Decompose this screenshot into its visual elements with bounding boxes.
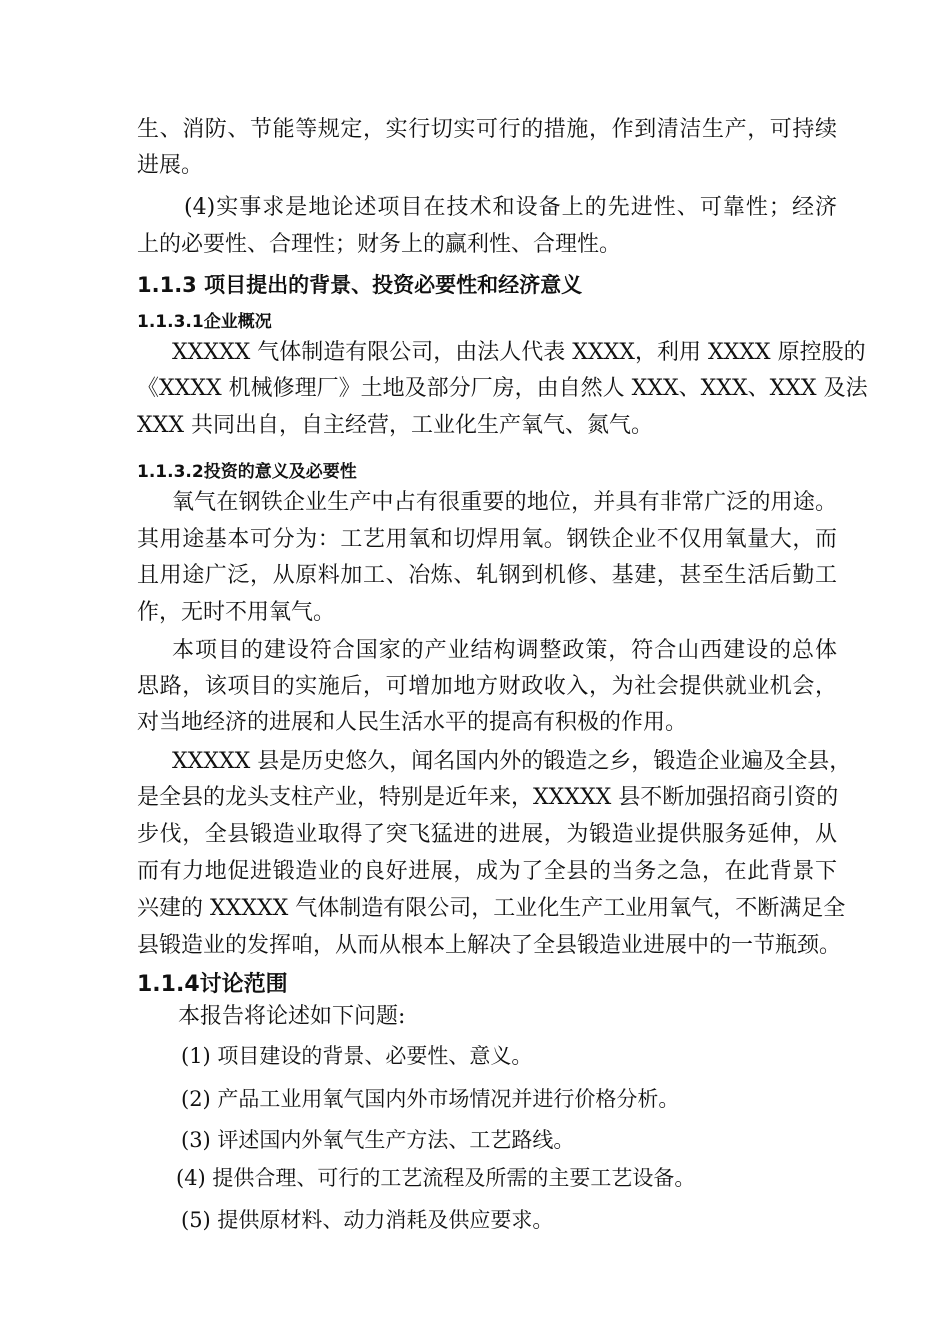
body-text-line: 而有力地促进锻造业的良好进展，成为了全县的当务之急，在此背景下: [137, 859, 837, 884]
body-text-line: 且用途广泛，从原料加工、冶炼、轧钢到机修、基建，甚至生活后勤工: [137, 563, 837, 588]
body-text-line: XXX 共同出自，自主经营，工业化生产氧气、氮气。: [137, 413, 653, 438]
section-heading-1-1-4: 1.1.4讨论范围: [137, 972, 288, 997]
body-text-line: 进展。: [137, 153, 204, 178]
list-item: (2) 产品工业用氧气国内外市场情况并进行价格分析。: [181, 1087, 680, 1111]
subsection-heading-1-1-3-2: 1.1.3.2投资的意义及必要性: [137, 462, 357, 482]
body-text-line: 对当地经济的进展和人民生活水平的提高有积极的作用。: [137, 710, 688, 735]
body-text-line: XXXXX 气体制造有限公司，由法人代表 XXXX，利用 XXXX 原控股的: [172, 340, 866, 365]
section-heading-1-1-3: 1.1.3 项目提出的背景、投资必要性和经济意义: [137, 273, 583, 297]
body-text-line: 氧气在钢铁企业生产中占有很重要的地位，并具有非常广泛的用途。: [172, 490, 837, 515]
body-text-line: 是全县的龙头支柱产业，特别是近年来，XXXXX 县不断加强招商引资的: [137, 785, 839, 810]
body-text-line: 思路，该项目的实施后，可增加地方财政收入，为社会提供就业机会，: [137, 674, 837, 699]
body-text-line: 兴建的 XXXXX 气体制造有限公司，工业化生产工业用氧气，不断满足全: [137, 896, 846, 921]
body-text-line: XXXXX 县是历史悠久，闻名国内外的锻造之乡，锻造企业遍及全县，: [172, 749, 852, 774]
subsection-heading-1-1-3-1: 1.1.3.1企业概况: [137, 312, 272, 332]
list-item: (4) 提供合理、可行的工艺流程及所需的主要工艺设备。: [176, 1166, 696, 1190]
body-text-line: 上的必要性、合理性；财务上的赢利性、合理性。: [137, 232, 622, 257]
body-text-line: 其用途基本可分为：工艺用氧和切焊用氧。钢铁企业不仅用氧量大，而: [137, 527, 837, 552]
list-item: (3) 评述国内外氧气生产方法、工艺路线。: [181, 1128, 575, 1152]
body-text-line: (4)实事求是地论述项目在技术和设备上的先进性、可靠性；经济: [184, 195, 837, 220]
body-text-line: 县锻造业的发挥咱，从而从根本上解决了全县锻造业进展中的一节瓶颈。: [137, 933, 842, 958]
body-text-line: 本项目的建设符合国家的产业结构调整政策，符合山西建设的总体: [172, 638, 837, 663]
body-text-line: 《XXXX 机械修理厂》土地及部分厂房，由自然人 XXX、XXX、XXX 及法: [137, 376, 868, 401]
list-item: (5) 提供原材料、动力消耗及供应要求。: [181, 1208, 554, 1232]
list-item: (1) 项目建设的背景、必要性、意义。: [181, 1044, 533, 1068]
body-text-line: 步伐，全县锻造业取得了突飞猛进的进展，为锻造业提供服务延伸，从: [137, 822, 837, 847]
body-text-line: 作，无时不用氧气。: [137, 600, 336, 625]
body-text-line: 生、消防、节能等规定，实行切实可行的措施，作到清洁生产，可持续: [137, 117, 837, 142]
body-text-line: 本报告将论述如下问题:: [178, 1004, 406, 1029]
